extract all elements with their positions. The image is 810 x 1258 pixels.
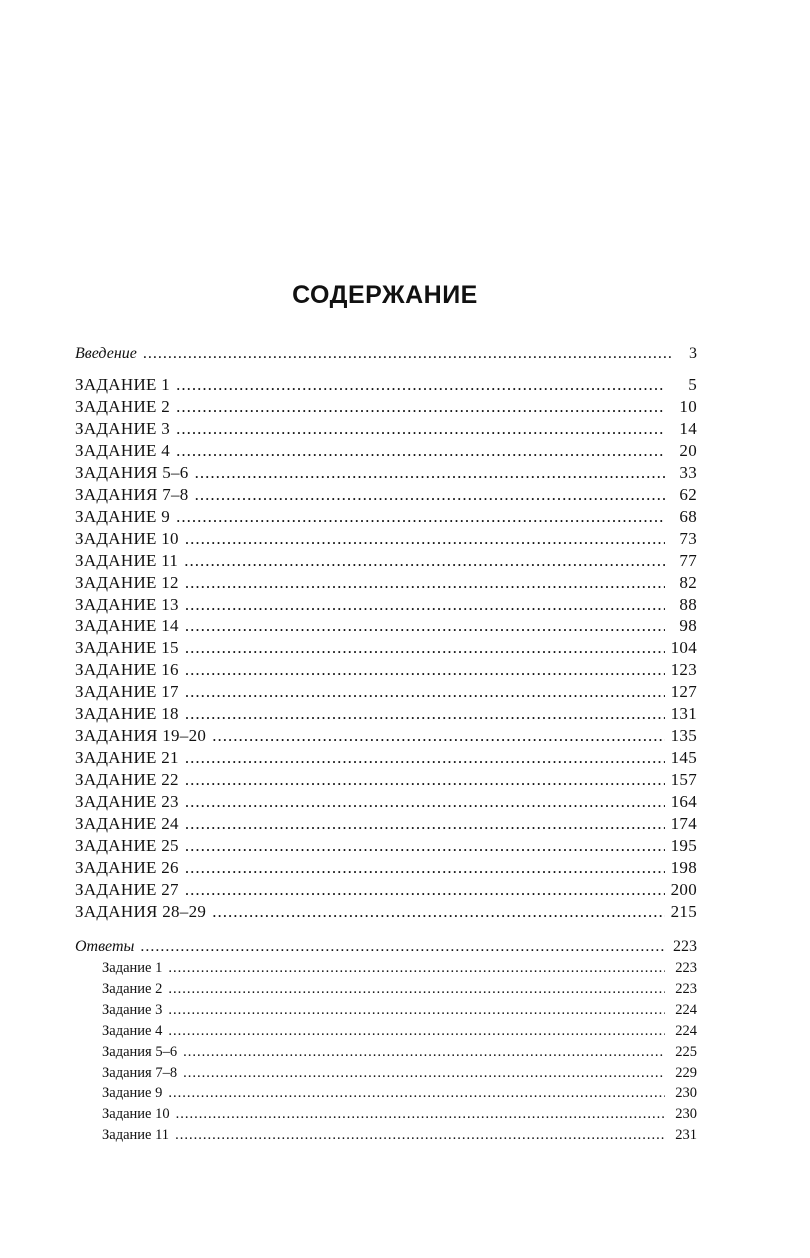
dot-leader xyxy=(176,506,665,528)
toc-entry-page: 10 xyxy=(679,396,697,416)
dot-leader xyxy=(176,1104,665,1125)
toc-entry-task xyxy=(75,374,697,396)
toc-entry-page: 223 xyxy=(673,938,697,955)
toc-entry-page: 14 xyxy=(679,418,697,438)
toc-entry-label: Задание 4 xyxy=(102,1022,163,1039)
toc-entry-page: 88 xyxy=(679,594,697,614)
dot-leader xyxy=(185,857,665,879)
dot-leader xyxy=(175,1125,665,1146)
dot-leader xyxy=(185,659,665,681)
toc-entry-label: Введение xyxy=(75,345,137,362)
toc-entry-label: Задание 2 xyxy=(102,980,163,997)
dot-leader xyxy=(176,374,665,396)
toc-entry-page: 195 xyxy=(670,836,697,856)
dot-leader xyxy=(185,637,665,659)
toc-entry-page: 164 xyxy=(670,792,697,812)
toc-entry-page: 225 xyxy=(675,1043,697,1060)
toc-entry-label: ЗАДАНИЕ 17 xyxy=(75,682,179,702)
toc-entry-task xyxy=(75,659,697,681)
toc-entry-page: 98 xyxy=(679,616,697,636)
toc-entry-page: 224 xyxy=(675,1001,697,1018)
toc-entry-page: 20 xyxy=(679,440,697,460)
toc-entry-intro xyxy=(75,343,697,365)
toc-entry-label: Задания 7–8 xyxy=(102,1064,178,1081)
toc-entry-task xyxy=(75,703,697,725)
toc-entry-task xyxy=(75,396,697,418)
toc-entry-page: 131 xyxy=(670,704,697,724)
toc-entry-label: ЗАДАНИЕ 22 xyxy=(75,770,179,790)
toc-tasks xyxy=(75,374,697,923)
dot-leader xyxy=(168,1000,665,1021)
toc-entry-page: 230 xyxy=(675,1085,697,1102)
dot-leader xyxy=(185,747,665,769)
toc-entry-page: 145 xyxy=(670,748,697,768)
dot-leader xyxy=(168,1083,665,1104)
toc-entry-task xyxy=(75,462,697,484)
toc-entry-page: 200 xyxy=(670,879,697,899)
toc-entry-task xyxy=(75,572,697,594)
toc-entry-label: ЗАДАНИЕ 4 xyxy=(75,440,171,460)
toc-entry-label: ЗАДАНИЕ 12 xyxy=(75,572,179,592)
dot-leader xyxy=(212,901,665,923)
toc-entry-answer-task xyxy=(75,1042,697,1063)
toc-entry-label: ЗАДАНИЕ 11 xyxy=(75,550,179,570)
dot-leader xyxy=(185,703,665,725)
toc-entry-label: ЗАДАНИЕ 2 xyxy=(75,396,171,416)
toc-entry-page: 223 xyxy=(675,980,697,997)
page-title: СОДЕРЖАНИЕ xyxy=(292,281,478,309)
toc-entry-label: ЗАДАНИЕ 14 xyxy=(75,616,179,636)
toc-entry-page: 230 xyxy=(675,1106,697,1123)
toc-entry-task xyxy=(75,440,697,462)
toc-entry-task xyxy=(75,418,697,440)
toc-entry-page: 127 xyxy=(670,682,697,702)
toc-entry-answer-task xyxy=(75,1104,697,1125)
toc-entry-label: ЗАДАНИЕ 15 xyxy=(75,638,179,658)
toc-entry-answer-task xyxy=(75,1125,697,1146)
toc-entry-label: ЗАДАНИЯ 19–20 xyxy=(75,726,207,746)
toc-entry-task xyxy=(75,791,697,813)
toc-entry-task xyxy=(75,857,697,879)
toc-entry-task xyxy=(75,550,697,572)
dot-leader xyxy=(185,791,665,813)
toc-entry-label: ЗАДАНИЕ 26 xyxy=(75,857,179,877)
toc-entry-page: 123 xyxy=(670,660,697,680)
toc-entry-page: 224 xyxy=(675,1022,697,1039)
dot-leader xyxy=(185,594,665,616)
toc-entry-label: ЗАДАНИЯ 28–29 xyxy=(75,901,207,921)
toc-entry-page: 5 xyxy=(688,375,697,394)
toc-entry-label: ЗАДАНИЕ 16 xyxy=(75,660,179,680)
dot-leader xyxy=(183,1063,665,1084)
toc-entry-answer-task xyxy=(75,958,697,979)
toc-entry-answer-task xyxy=(75,1063,697,1084)
dot-leader xyxy=(195,462,665,484)
toc-entry-label: ЗАДАНИЕ 3 xyxy=(75,418,171,438)
dot-leader xyxy=(168,1021,665,1042)
dot-leader xyxy=(184,550,665,572)
toc-entry-label: ЗАДАНИЕ 23 xyxy=(75,792,179,812)
dot-leader xyxy=(212,725,665,747)
toc-entry-page: 231 xyxy=(675,1127,697,1144)
dot-leader xyxy=(185,615,665,637)
dot-leader xyxy=(185,681,665,703)
toc-entry-label: ЗАДАНИЕ 21 xyxy=(75,748,179,768)
toc-entry-label: Задание 3 xyxy=(102,1001,163,1018)
toc-entry-task xyxy=(75,835,697,857)
toc-entry-page: 223 xyxy=(675,960,697,976)
toc-entry-task xyxy=(75,637,697,659)
toc-entry-label: Ответы xyxy=(75,938,135,955)
dot-leader xyxy=(185,813,665,835)
toc-entry-page: 68 xyxy=(679,506,697,526)
toc-entry-label: ЗАДАНИЕ 1 xyxy=(75,375,171,394)
toc-entry-task xyxy=(75,594,697,616)
toc-entry-label: ЗАДАНИЕ 10 xyxy=(75,528,179,548)
toc-entry-label: Задание 11 xyxy=(102,1127,170,1144)
toc-entry-label: ЗАДАНИЕ 27 xyxy=(75,879,179,899)
toc-entry-page: 157 xyxy=(670,770,697,790)
toc-entry-label: ЗАДАНИЕ 25 xyxy=(75,836,179,856)
toc-entry-page: 3 xyxy=(689,345,697,362)
toc-entry-answer-task xyxy=(75,1021,697,1042)
toc-entry-answers xyxy=(75,936,697,958)
dot-leader xyxy=(140,936,665,958)
toc-entry-page: 82 xyxy=(679,572,697,592)
toc-entry-page: 229 xyxy=(675,1064,697,1081)
toc-entry-task xyxy=(75,615,697,637)
toc-entry-label: ЗАДАНИЕ 18 xyxy=(75,704,179,724)
toc-entry-label: Задания 5–6 xyxy=(102,1043,178,1060)
toc-entry-page: 73 xyxy=(679,528,697,548)
toc-entry-label: ЗАДАНИЯ 7–8 xyxy=(75,484,189,504)
toc-intro xyxy=(75,343,697,365)
toc-entry-task xyxy=(75,747,697,769)
dot-leader xyxy=(143,343,673,365)
toc-entry-label: Задание 1 xyxy=(102,960,163,976)
toc-entry-page: 135 xyxy=(670,726,697,746)
toc-entry-answer-task xyxy=(75,979,697,1000)
toc-entry-page: 215 xyxy=(670,901,697,921)
toc-entry-label: ЗАДАНИЕ 9 xyxy=(75,506,171,526)
dot-leader xyxy=(168,958,665,979)
toc-entry-page: 33 xyxy=(679,462,697,482)
toc-entry-label: Задание 9 xyxy=(102,1085,163,1102)
toc-entry-page: 104 xyxy=(670,638,697,658)
toc-entry-page: 77 xyxy=(679,550,697,570)
toc-entry-task xyxy=(75,528,697,550)
toc-entry-page: 174 xyxy=(670,814,697,834)
toc-entry-task xyxy=(75,484,697,506)
dot-leader xyxy=(185,572,665,594)
toc-entry-task xyxy=(75,506,697,528)
toc-entry-label: ЗАДАНИЕ 24 xyxy=(75,814,179,834)
toc-entry-task xyxy=(75,901,697,923)
toc-answers xyxy=(75,936,697,1146)
dot-leader xyxy=(185,879,665,901)
dot-leader xyxy=(168,979,665,1000)
toc-entry-answer-task xyxy=(75,1083,697,1104)
toc-entry-task xyxy=(75,725,697,747)
toc-entry-page: 62 xyxy=(679,484,697,504)
toc-entry-label: Задание 10 xyxy=(102,1106,170,1123)
toc-entry-label: ЗАДАНИЕ 13 xyxy=(75,594,179,614)
dot-leader xyxy=(176,396,665,418)
dot-leader xyxy=(183,1042,665,1063)
dot-leader xyxy=(185,769,665,791)
toc-entry-label: ЗАДАНИЯ 5–6 xyxy=(75,462,189,482)
toc-entry-task xyxy=(75,813,697,835)
toc-entry-task xyxy=(75,681,697,703)
dot-leader xyxy=(185,528,665,550)
toc-entry-task xyxy=(75,769,697,791)
dot-leader xyxy=(185,835,665,857)
toc-entry-page: 198 xyxy=(670,857,697,877)
toc-entry-task xyxy=(75,879,697,901)
dot-leader xyxy=(176,418,665,440)
toc-entry-answer-task xyxy=(75,1000,697,1021)
dot-leader xyxy=(176,440,665,462)
dot-leader xyxy=(195,484,665,506)
